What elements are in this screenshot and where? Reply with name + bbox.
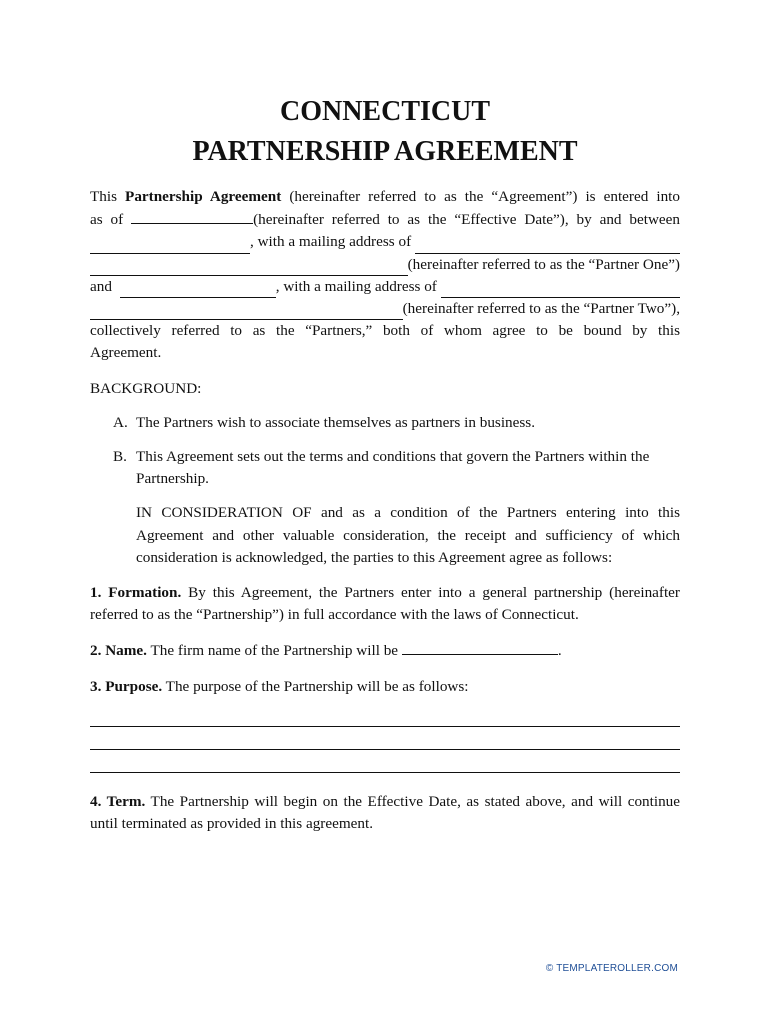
- purpose-blank-line-1[interactable]: [90, 704, 680, 727]
- intro-line-1: This Partnership Agreement (hereinafter referred to as the “Agreement”) is entered into: [90, 188, 680, 205]
- intro-line-3: , with a mailing address of: [90, 231, 680, 253]
- purpose-blank-line-2[interactable]: [90, 727, 680, 750]
- list-item-text: The Partners wish to associate themselves as partners in business.: [136, 413, 536, 431]
- firm-name-blank[interactable]: [402, 639, 558, 655]
- intro-paragraph: [90, 186, 680, 365]
- title-line-agreement: PARTNERSHIP AGREEMENT: [192, 136, 578, 167]
- background-item-a: [90, 412, 680, 434]
- section-heading: 2. Name.: [90, 642, 147, 660]
- partner-two-address-blank[interactable]: [441, 282, 680, 298]
- document-title: [0, 92, 770, 172]
- document-body: [90, 186, 680, 835]
- section-formation: 1. Formation. By this Agreement, the Partners enter into a general partnership (hereinafter referred to as the “Partnership”) in full accordance with the laws of Connecticut.: [90, 583, 680, 624]
- background-heading: BACKGROUND:: [90, 379, 202, 397]
- purpose-blank-line-3[interactable]: [90, 750, 680, 773]
- section-heading: 3. Purpose.: [90, 677, 163, 695]
- effective-date-blank[interactable]: [131, 208, 253, 224]
- list-item-text: This Agreement sets out the terms and conditions that govern the Partners within the Partnership.: [136, 447, 650, 488]
- partner-one-name-blank[interactable]: [90, 238, 250, 254]
- partner-one-address-blank[interactable]: [415, 238, 680, 254]
- partner-two-address-blank-2[interactable]: [90, 304, 403, 320]
- intro-line-2: as of (hereinafter referred to as the “Effective Date”), by and between: [90, 208, 680, 231]
- title-line-state: CONNECTICUT: [279, 96, 491, 127]
- partner-one-address-blank-2[interactable]: [90, 260, 408, 276]
- background-item-b: [90, 446, 680, 490]
- intro-line-7: collectively referred to as the “Partners,” both of whom agree to be bound by this: [90, 322, 680, 340]
- intro-line-4: (hereinafter referred to as the “Partner One”): [90, 254, 680, 276]
- section-purpose: 3. Purpose. The purpose of the Partnership will be as follows:: [90, 677, 469, 695]
- partner-two-name-blank[interactable]: [120, 282, 276, 298]
- consideration-paragraph: IN CONSIDERATION OF and as a condition of the Partners entering into this Agreement and other valuable consideration, the receipt and sufficiency of which consideration is acknowledged, the parties to this Agreement agree as follows:: [136, 504, 680, 566]
- section-heading: 4. Term.: [90, 792, 146, 810]
- partnership-agreement-term: Partnership Agreement: [125, 188, 282, 205]
- section-name: 2. Name. The firm name of the Partnership will be .: [90, 639, 680, 662]
- intro-line-5: and , with a mailing address of: [90, 276, 680, 298]
- footer-copyright: © TEMPLATEROLLER.COM: [545, 963, 678, 974]
- section-heading: 1. Formation.: [90, 583, 182, 601]
- list-marker: A.: [113, 413, 128, 431]
- section-term: 4. Term. The Partnership will begin on the Effective Date, as stated above, and will continue until terminated as provided in this agreement.: [90, 792, 681, 832]
- list-marker: B.: [113, 447, 127, 465]
- intro-line-8: Agreement.: [90, 344, 162, 362]
- intro-line-6: (hereinafter referred to as the “Partner Two”),: [90, 298, 680, 320]
